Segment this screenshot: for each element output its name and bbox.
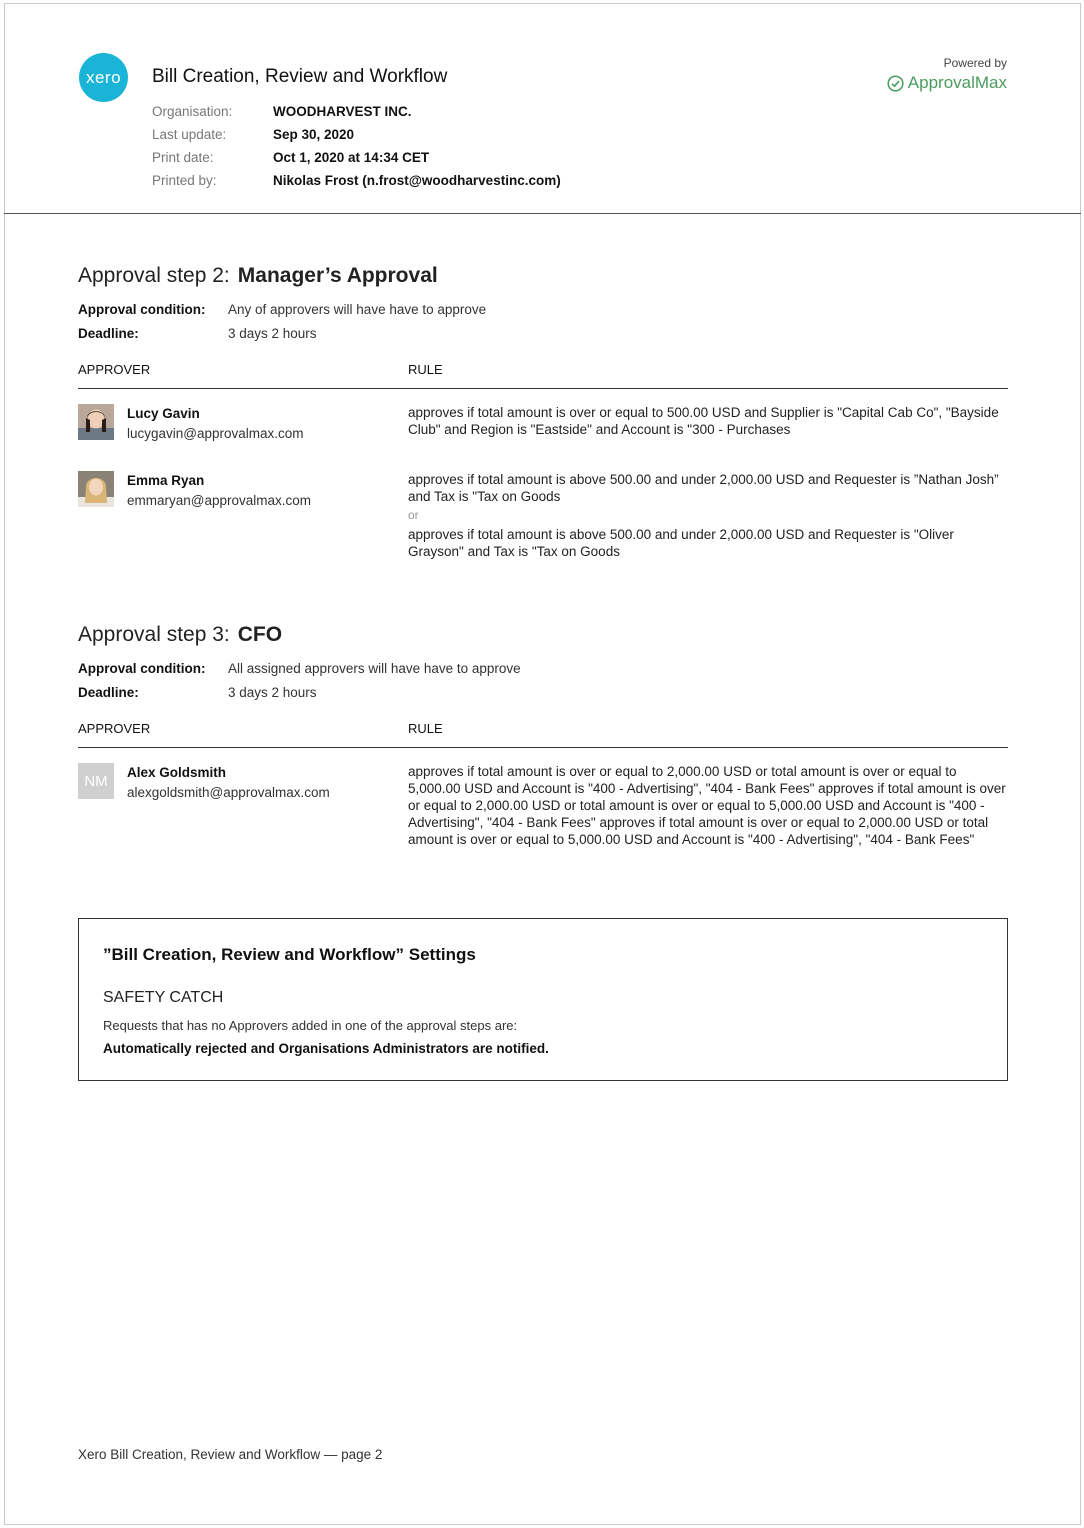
xero-logo xyxy=(79,53,128,102)
approvalmax-logo xyxy=(887,73,1007,93)
settings-description: Requests that has no Approvers added in one of the approval steps are: xyxy=(103,1018,518,1033)
step-prefix: Approval step 3: xyxy=(78,623,230,646)
approval-condition-row xyxy=(78,659,1008,683)
condition-value: All assigned approvers will have have to approve xyxy=(228,661,521,676)
approvalmax-brand-name: ApprovalMax xyxy=(907,73,1007,92)
rule-cell xyxy=(408,404,1008,444)
approval-condition-row xyxy=(78,300,1008,324)
meta-value: Sep 30, 2020 xyxy=(273,127,355,142)
approver-cell xyxy=(78,763,408,848)
meta-label: Organisation: xyxy=(152,104,233,119)
meta-value: Nikolas Frost (n.frost@woodharvestinc.com) xyxy=(273,173,561,188)
rule-text: approves if total amount is above 500.00 and under 2,000.00 USD and Requester is "Oliver Grayson" and Tax is "Tax on Goods xyxy=(408,527,954,559)
approver-row xyxy=(78,404,1008,444)
meta-value: WOODHARVEST INC. xyxy=(273,104,412,119)
rule-cell xyxy=(408,763,1008,848)
rule-text: approves if total amount is above 500.00 and under 2,000.00 USD and Requester is ”Nathan Josh” and Tax is "Tax on Goods xyxy=(408,472,999,504)
avatar xyxy=(78,404,114,440)
deadline-row xyxy=(78,324,1008,348)
meta-organisation xyxy=(152,102,561,125)
approver-email: emmaryan@approvalmax.com xyxy=(127,493,312,508)
approver-email: lucygavin@approvalmax.com xyxy=(127,426,304,441)
approver-email: alexgoldsmith@approvalmax.com xyxy=(127,785,330,800)
approval-step-2 xyxy=(78,261,1008,560)
condition-value: Any of approvers will have have to approve xyxy=(228,302,487,317)
workflow-settings-box xyxy=(78,918,1008,1081)
meta-label: Printed by: xyxy=(152,173,217,188)
avatar-photo-icon xyxy=(78,404,114,440)
settings-subtitle: SAFETY CATCH xyxy=(103,989,224,1006)
column-header-rule: RULE xyxy=(408,721,443,736)
column-header-approver: APPROVER xyxy=(78,721,151,736)
settings-emphasis: Automatically rejected and Organisations Administrators are notified. xyxy=(103,1041,549,1056)
header-divider xyxy=(4,213,1081,214)
approver-name: Lucy Gavin xyxy=(127,406,200,421)
meta-print-date xyxy=(152,148,561,171)
approver-row xyxy=(78,763,1008,848)
check-circle-icon xyxy=(887,75,904,92)
meta-label: Last update: xyxy=(152,127,227,142)
column-header-approver: APPROVER xyxy=(78,362,151,377)
approver-name: Emma Ryan xyxy=(127,473,205,488)
avatar-initials: NM xyxy=(78,763,114,799)
approver-row xyxy=(78,471,1008,560)
step-name: CFO xyxy=(237,623,283,646)
approver-table-header xyxy=(78,721,1008,748)
xero-logo-text: xero xyxy=(85,67,122,87)
condition-label: Approval condition: xyxy=(78,661,206,676)
meta-last-update xyxy=(152,125,561,148)
document-title: Bill Creation, Review and Workflow xyxy=(152,66,448,87)
page-footer: Xero Bill Creation, Review and Workflow — page 2 xyxy=(78,1447,383,1462)
step-prefix: Approval step 2: xyxy=(78,264,230,287)
approver-table-header xyxy=(78,362,1008,389)
document-meta xyxy=(152,102,561,194)
approver-name: Alex Goldsmith xyxy=(127,765,227,780)
step-name: Manager’s Approval xyxy=(237,264,438,287)
approver-cell xyxy=(78,404,408,444)
rule-or-separator: or xyxy=(408,508,419,522)
deadline-value: 3 days 2 hours xyxy=(228,326,317,341)
step-heading xyxy=(78,261,1008,291)
settings-title: ”Bill Creation, Review and Workflow” Settings xyxy=(103,945,476,964)
condition-label: Approval condition: xyxy=(78,302,206,317)
rule-text: approves if total amount is over or equal to 2,000.00 USD or total amount is over or equal to 5,000.00 USD and Account is "400 - Advertising", "404 - Bank Fees" approves if total amount is over or equal to 2,000.00 USD or total amount is over or equal to 5,000.00 USD and Account is "400 - Advertising", "404 - Bank Fees" approves if total amount is over or equal to 2,000.00 USD or total amount is over or equal to 5,000.00 USD and Account is "400 - Advertising", "404 - Bank Fees" xyxy=(408,764,1006,847)
powered-by-block xyxy=(887,56,1007,93)
powered-by-label: Powered by xyxy=(943,56,1007,70)
step-heading xyxy=(78,620,1008,650)
deadline-row xyxy=(78,683,1008,707)
meta-label: Print date: xyxy=(152,150,214,165)
avatar-photo-icon xyxy=(78,471,114,507)
approval-step-3 xyxy=(78,620,1008,848)
rule-text: approves if total amount is over or equal to 500.00 USD and Supplier is "Capital Cab Co", "Bayside Club" and Region is "Eastside" and Account is "300 - Purchases xyxy=(408,405,999,437)
avatar xyxy=(78,471,114,507)
rule-cell xyxy=(408,471,1008,560)
deadline-label: Deadline: xyxy=(78,685,139,700)
meta-printed-by xyxy=(152,171,561,194)
deadline-value: 3 days 2 hours xyxy=(228,685,317,700)
meta-value: Oct 1, 2020 at 14:34 CET xyxy=(273,150,430,165)
deadline-label: Deadline: xyxy=(78,326,139,341)
column-header-rule: RULE xyxy=(408,362,443,377)
approver-cell xyxy=(78,471,408,560)
